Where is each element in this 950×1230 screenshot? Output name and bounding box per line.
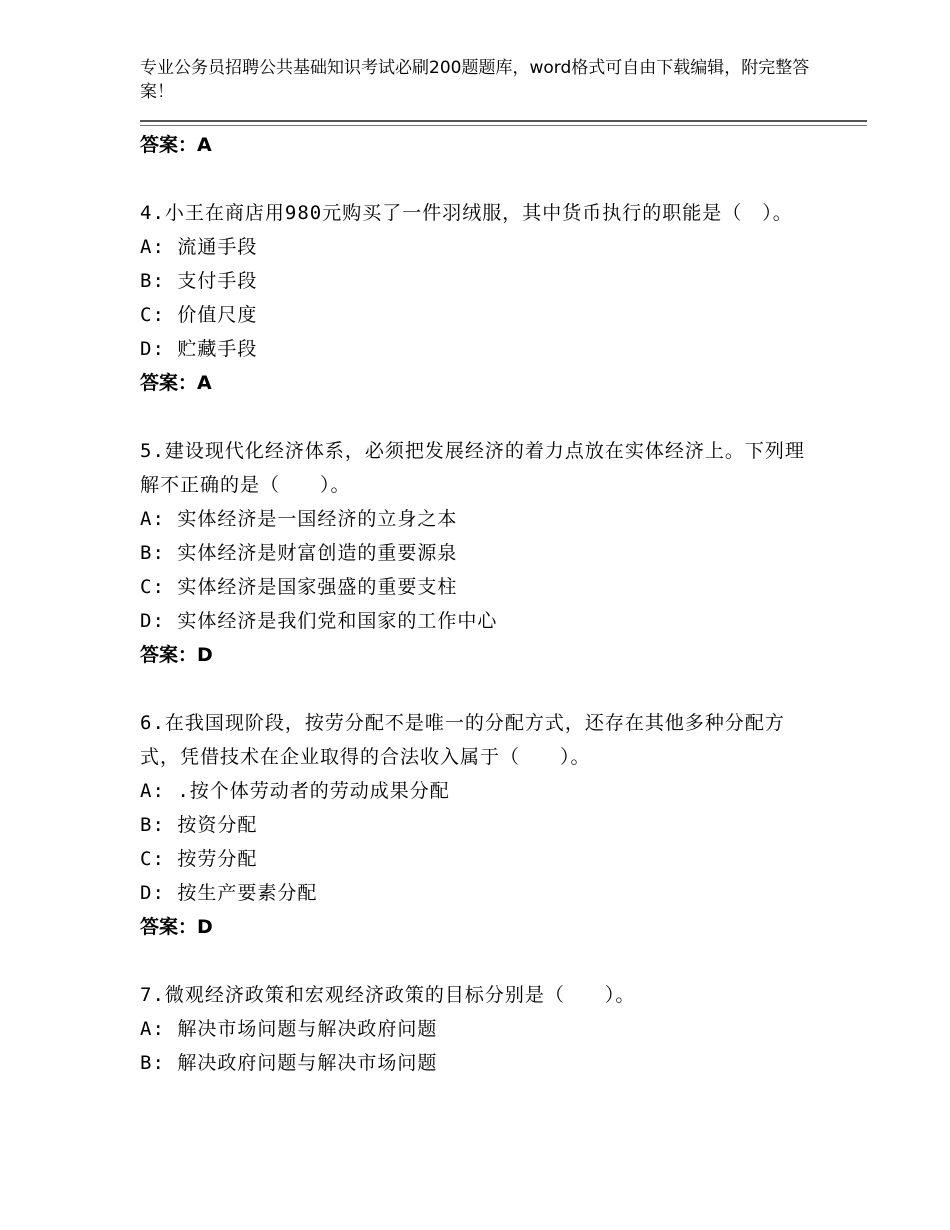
question-block [140,196,820,400]
option-b: B: 按资分配 [140,814,258,836]
question-stem: 7.微观经济政策和宏观经济政策的目标分别是（ ）。 [140,984,636,1006]
answer-line: 答案：D [140,916,213,938]
question-block [140,434,820,672]
question-stem: 5.建设现代化经济体系，必须把发展经济的着力点放在实体经济上。下列理解不正确的是（ ）。 [140,440,805,496]
answer-line: 答案：A [140,372,212,394]
answer-line: 答案：D [140,644,213,666]
option-a: A: .按个体劳动者的劳动成果分配 [140,780,450,802]
option-c: C: 实体经济是国家强盛的重要支柱 [140,576,458,598]
option-a: A: 实体经济是一国经济的立身之本 [140,508,458,530]
question-block [140,706,820,944]
option-b: B: 实体经济是财富创造的重要源泉 [140,542,458,564]
option-b: B: 解决政府问题与解决市场问题 [140,1052,438,1074]
option-c: C: 按劳分配 [140,848,258,870]
option-a: A: 流通手段 [140,236,258,258]
document-header [140,56,820,104]
option-d: D: 按生产要素分配 [140,882,318,904]
question-list [140,128,820,1080]
spacer [140,672,820,706]
question-stem: 4.小王在商店用980元购买了一件羽绒服，其中货币执行的职能是（ ）。 [140,202,793,224]
header-divider [140,120,867,122]
header-divider-thin [140,125,867,126]
option-a: A: 解决市场问题与解决政府问题 [140,1018,438,1040]
option-d: D: 贮藏手段 [140,338,258,360]
spacer [140,400,820,434]
option-d: D: 实体经济是我们党和国家的工作中心 [140,610,498,632]
option-b: B: 支付手段 [140,270,258,292]
question-block [140,978,820,1080]
spacer [140,944,820,978]
answer-line: 答案：A [140,134,212,156]
option-c: C: 价值尺度 [140,304,258,326]
spacer [140,162,820,196]
question-stem: 6.在我国现阶段，按劳分配不是唯一的分配方式，还存在其他多种分配方式，凭借技术在企业取得的合法收入属于（ ）。 [140,712,785,768]
header-title: 专业公务员招聘公共基础知识考试必刷200题题库，word格式可自由下载编辑，附完整答案！ [140,58,810,102]
